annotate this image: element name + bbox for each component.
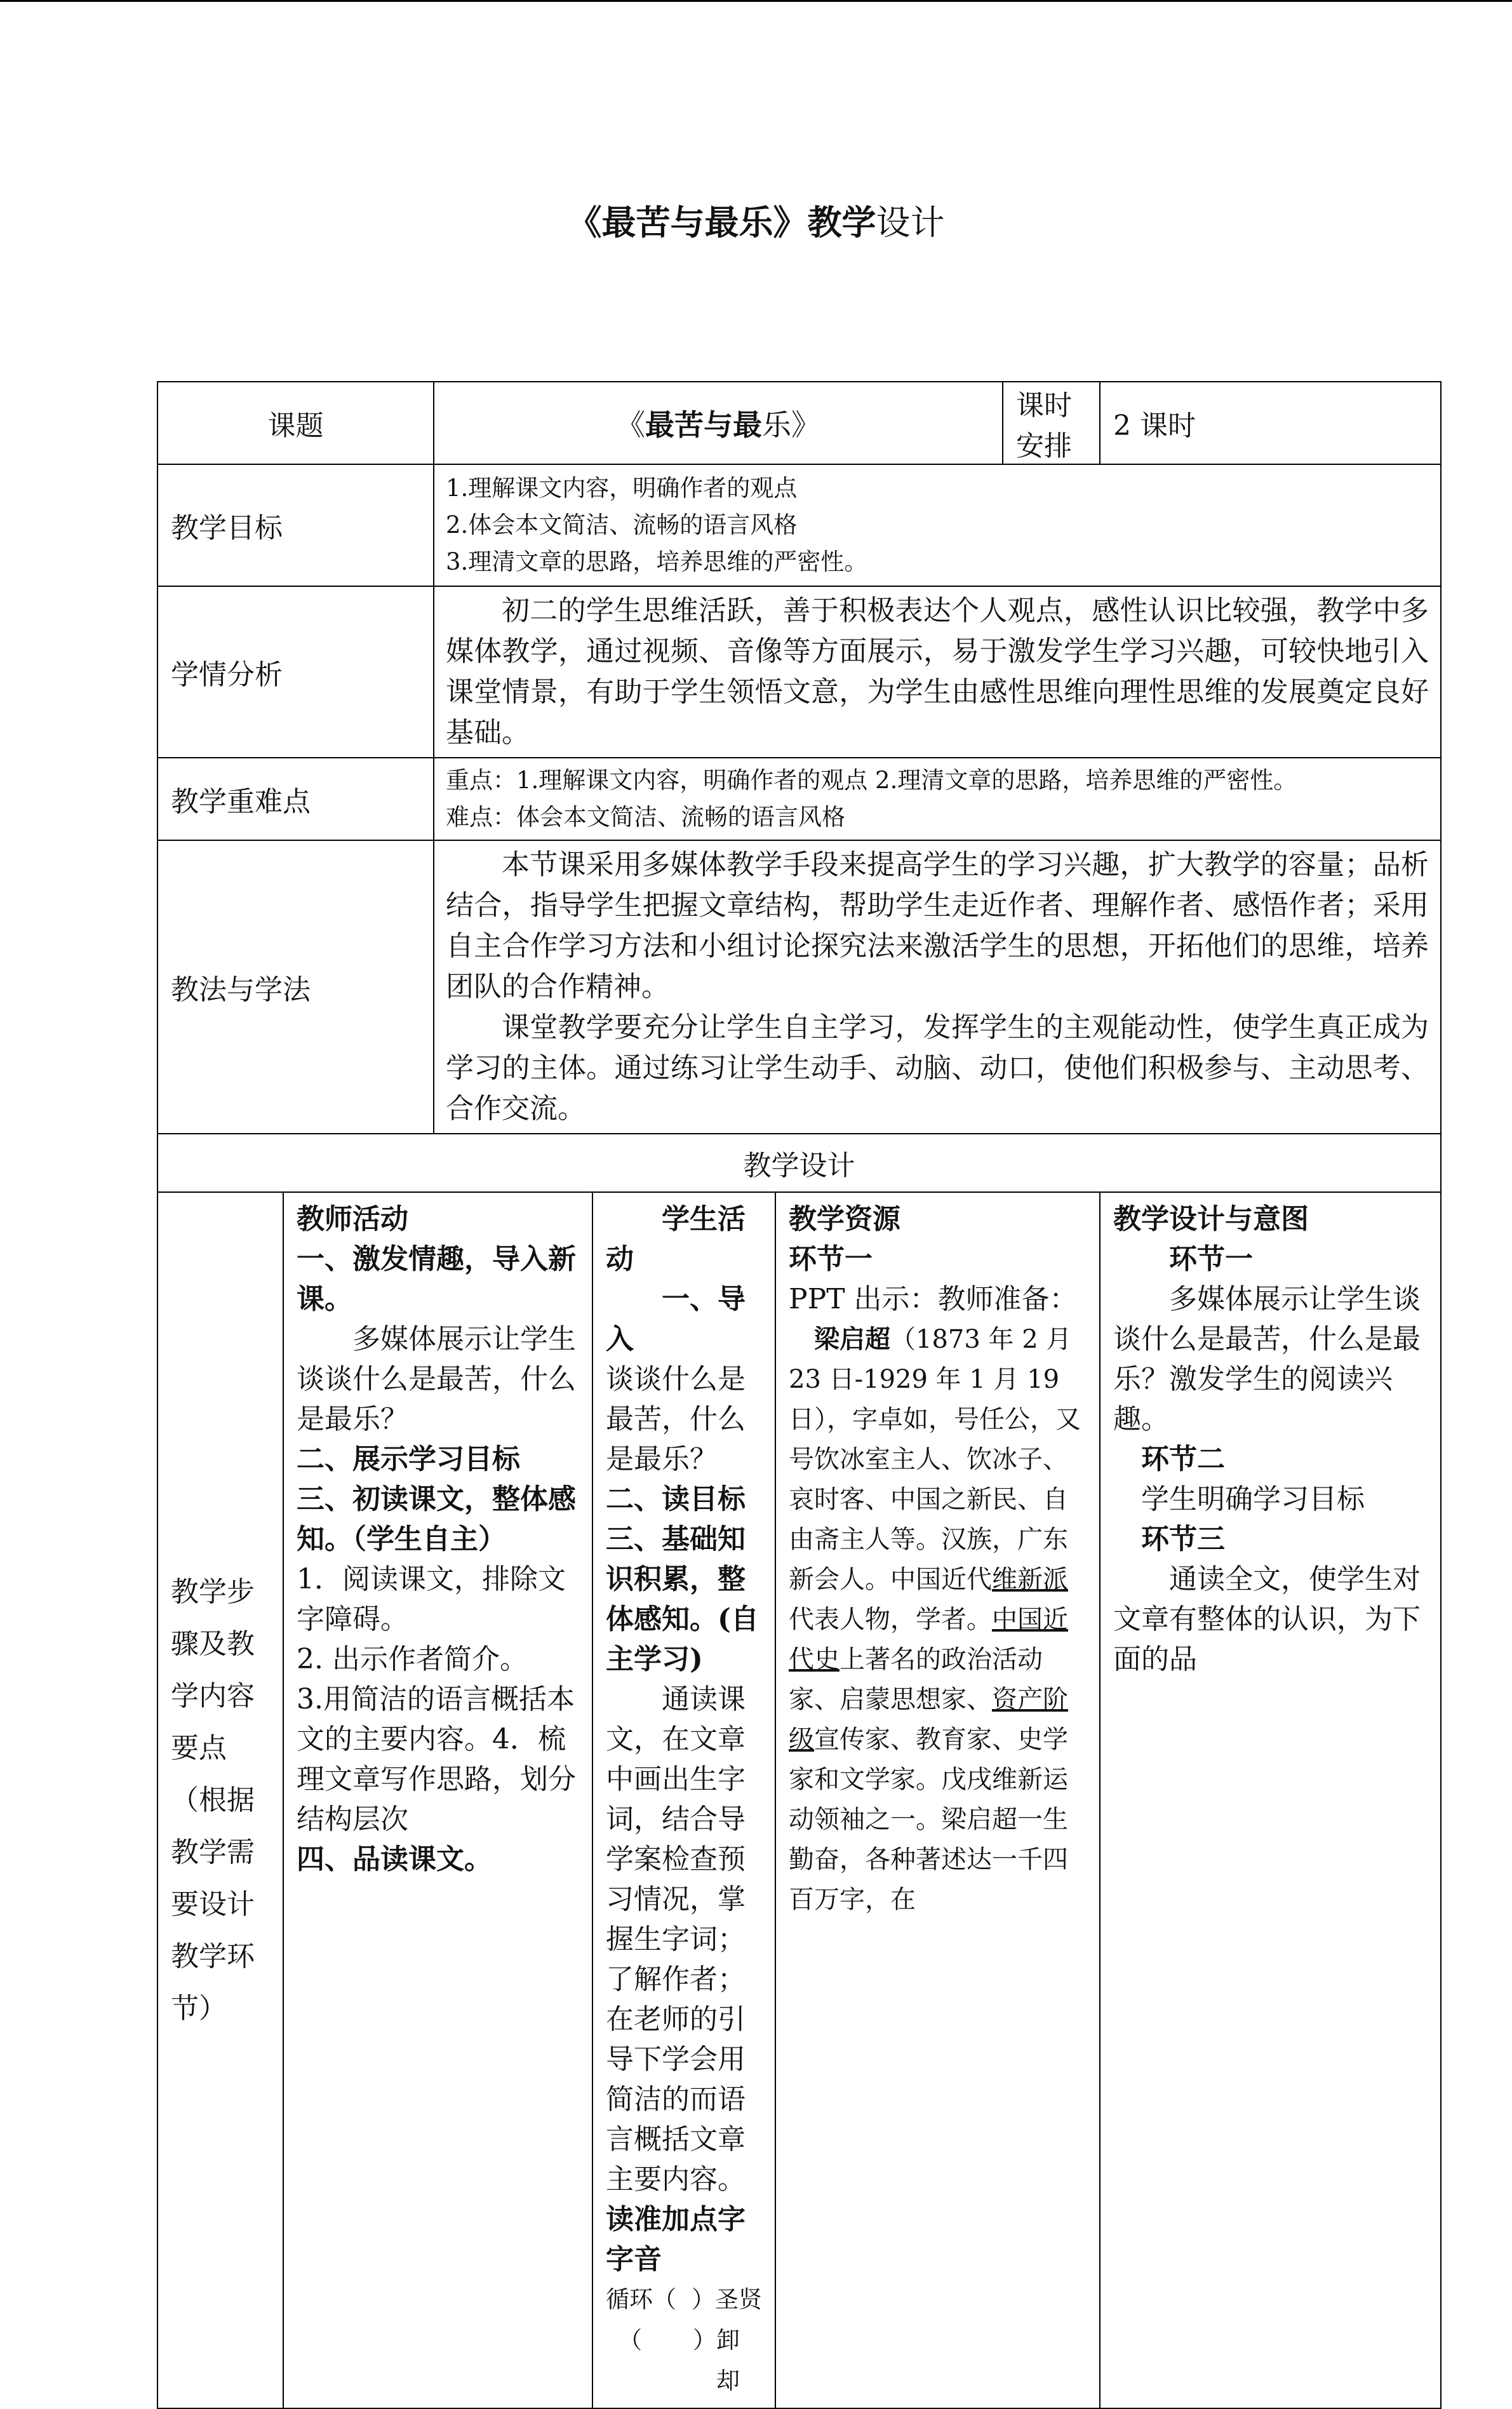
teacher-heading: 教师活动 — [297, 1203, 408, 1235]
steps-label-note: （根据教学需要设计教学环节） — [171, 1783, 255, 2025]
design-row — [157, 1192, 1441, 2408]
topic-title: 《最苦与最乐》 — [434, 382, 1003, 464]
resources-ppt-note: PPT 出示：教师准备： — [789, 1283, 1078, 1315]
analysis-text: 初二的学生思维活跃，善于积极表达个人观点，感性认识比较强，教学中多媒体教学，通过视频、音像等方面展示，易于激发学生学习兴趣，可较快地引入课堂情景，有助于学生领悟文意，为学生由感性思维向理性思维的发展奠定良好基础。 — [434, 586, 1441, 758]
intent-column — [1100, 1192, 1441, 2408]
teacher-activity-column — [283, 1192, 592, 2408]
topic-label: 课题 — [157, 382, 434, 464]
intent-text: 多媒体展示让学生谈谈什么是最苦，什么是最乐？激发学生的阅读兴趣。 — [1113, 1283, 1421, 1435]
steps-label — [157, 1192, 283, 2408]
steps-label-main: 教学步骤及教学内容要点 — [171, 1575, 255, 1764]
goals-row — [157, 464, 1441, 586]
wiki-link[interactable]: 维新派 — [992, 1565, 1068, 1594]
schedule-value: 2 课时 — [1100, 382, 1441, 464]
goal-item: 1.理解课文内容，明确作者的观点 — [446, 474, 798, 502]
student-step: 一、导入 — [606, 1283, 746, 1355]
intent-phase: 环节一 — [1169, 1243, 1253, 1275]
wiki-link[interactable]: 资产阶级 — [789, 1685, 1068, 1754]
methods-paragraph: 课堂教学要充分让学生自主学习，发挥学生的主观能动性，使学生真正成为学习的主体。通过练习让学生动手、动脑、动口，使他们积极参与、主动思考、合作交流。 — [446, 1011, 1429, 1125]
key-points-text — [434, 758, 1441, 840]
goal-item: 2.体会本文简洁、流畅的语言风格 — [446, 511, 798, 539]
top-border-line — [0, 0, 1512, 2]
methods-label: 教法与学法 — [157, 840, 434, 1134]
teacher-step: 三、初读课文，整体感知。（学生自主） — [297, 1483, 576, 1555]
key-points-label: 教学重难点 — [157, 758, 434, 840]
title-bold-part: 《最苦与最乐》教学 — [567, 202, 876, 243]
intent-phase: 环节二 — [1141, 1443, 1225, 1475]
teacher-item: 1．阅读课文，排除文字障碍。 — [297, 1563, 566, 1635]
lesson-plan-table — [157, 381, 1442, 2409]
teacher-step: 四、品读课文。 — [297, 1843, 492, 1876]
design-header-row — [157, 1134, 1441, 1192]
student-step-text: 通读课文，在文章中画出生字词，结合导学案检查预习情况，掌握生字词；了解作者；在老师的引导下学会用简洁的而语言概括文章主要内容。 — [606, 1683, 746, 2196]
wiki-link[interactable]: 中国近代史 — [789, 1605, 1068, 1674]
page-title — [0, 197, 1512, 248]
goal-item: 3.理清文章的思路，培养思维的严密性。 — [446, 548, 868, 575]
key-points-row — [157, 758, 1441, 840]
author-name: 梁启超 — [814, 1324, 890, 1354]
teacher-step: 二、展示学习目标 — [297, 1443, 520, 1475]
student-heading: 学生活动 — [606, 1203, 746, 1275]
resources-subheading: 环节一 — [789, 1243, 873, 1275]
goals-list — [434, 464, 1441, 586]
design-header: 教学设计 — [157, 1134, 1441, 1192]
title-normal-part: 设计 — [876, 203, 945, 243]
teacher-item: 3.用简洁的语言概括本文的主要内容。4．梳理文章写作思路，划分结构层次 — [297, 1683, 576, 1835]
analysis-row — [157, 586, 1441, 758]
topic-row — [157, 382, 1441, 464]
methods-text — [434, 840, 1441, 1134]
student-step: 三、基础知识积累，整体感知。(自主学习) — [606, 1523, 759, 1675]
methods-paragraph: 本节课采用多媒体教学手段来提高学生的学习兴趣，扩大教学的容量；品析结合，指导学生把握文章结构，帮助学生走近作者、理解作者、感悟作者；采用自主合作学习方法和小组讨论探究法来激活学生的思想，开拓他们的思维，培养团队的合作精神。 — [446, 849, 1429, 1003]
student-activity-column — [592, 1192, 775, 2408]
intent-phase: 环节三 — [1141, 1523, 1225, 1555]
intent-text: 通读全文，使学生对文章有整体的认识，为下面的品 — [1113, 1563, 1421, 1675]
methods-row — [157, 840, 1441, 1134]
goals-label: 教学目标 — [157, 464, 434, 586]
analysis-label: 学情分析 — [157, 586, 434, 758]
resources-heading: 教学资源 — [789, 1203, 900, 1235]
teacher-step-text: 多媒体展示让学生谈谈什么是最苦，什么是最乐？ — [297, 1323, 576, 1435]
student-step: 读准加点字字音 — [606, 2203, 746, 2276]
key-point: 重点：1.理解课文内容，明确作者的观点 2.理清文章的思路，培养思维的严密性。 — [446, 767, 1297, 794]
difficulty-point: 难点：体会本文简洁、流畅的语言风格 — [446, 803, 845, 831]
teacher-item: 2. 出示作者简介。 — [297, 1643, 528, 1675]
intent-text: 学生明确学习目标 — [1141, 1483, 1365, 1515]
pronunciation-blank-line: 循环（ ）圣贤 — [606, 2286, 762, 2313]
schedule-label: 课时安排 — [1003, 382, 1100, 464]
student-step-text: 谈谈什么是最苦，什么是最乐？ — [606, 1363, 746, 1475]
student-step: 二、读目标 — [606, 1483, 746, 1515]
intent-heading: 教学设计与意图 — [1113, 1203, 1309, 1235]
teacher-step: 一、激发情趣，导入新课。 — [297, 1243, 576, 1315]
author-bio: 梁启超（1873 年 2 月 23 日-1929 年 1 月 19 日），字卓如，号任公，又号饮冰室主人、饮冰子、哀时客、中国之新民、自由斋主人等。汉族，广东新会人。中国近代维新派代表人物，学者。中国近代史上著名的政治活动家、启蒙思想家、资产阶级宣传家、教育家、史学家和文学家。戊戌维新运动领袖之一。梁启超一生勤奋，各种著述达一千四百万字，在 — [789, 1324, 1081, 1914]
pronunciation-blank-line: （ ） 卸却 — [619, 2326, 740, 2394]
resources-column — [775, 1192, 1100, 2408]
